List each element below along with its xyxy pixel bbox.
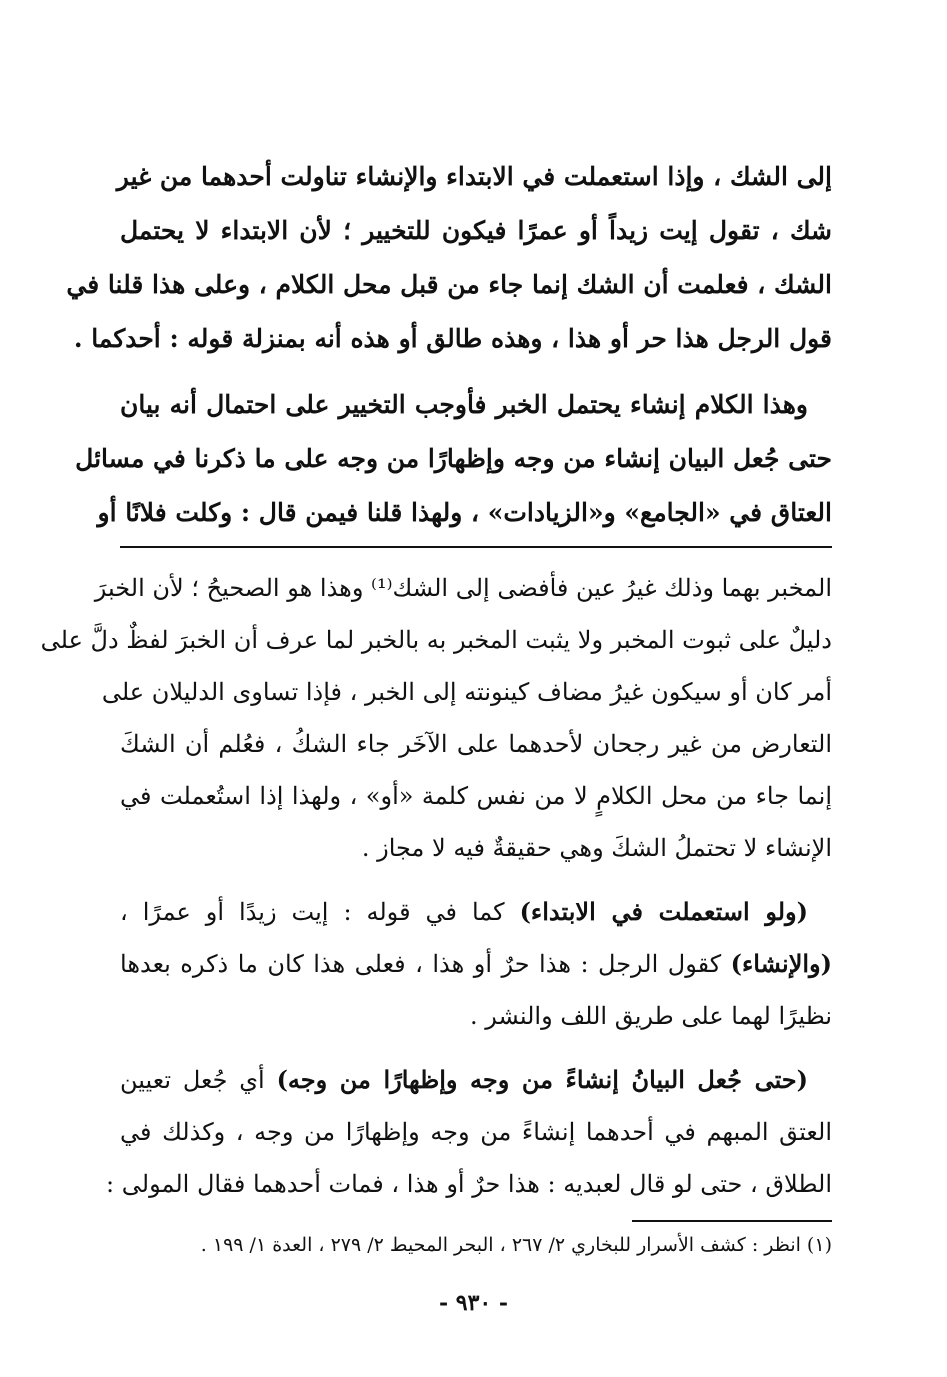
commentary-line: إنما جاء من محل الكلامٍ لا من نفس كلمة «أو» ، ولهذا إذا استُعملت في [120,782,832,810]
commentary-line: المخبر بهما وذلك غيرُ عين فأفضى إلى الشك⁽¹⁾ وهذا هو الصحيحُ ؛ لأن الخبرَ [94,574,832,602]
commentary-line [120,938,832,990]
main-text-line: إلى الشك ، وإذا استعملت في الابتداء والإنشاء تناولت أحدهما من غير [116,162,832,191]
commentary-line: الإنشاء لا تحتملُ الشكَ وهي حقيقةٌ فيه لا مجاز . [361,834,832,862]
commentary-text: أي جُعل تعيين [120,1066,277,1094]
commentary-line: الطلاق ، حتى لو قال لعبديه : هذا حرٌ أو هذا ، فمات أحدهما فقال المولى : [106,1170,832,1198]
quoted-matn: (ولو استعملت في الابتداء) [519,897,808,926]
commentary-text: كقول الرجل : هذا حرٌ أو هذا ، فعلى هذا كان ما ذكره بعدها [120,950,731,978]
commentary-line [120,886,832,938]
commentary-line: دليلٌ على ثبوت المخبر ولا يثبت المخبر به بالخبر لما عرف أن الخبرَ لفظٌ دلَّ على [40,626,832,654]
section-divider [120,546,832,548]
commentary-line: نظيرًا لهما على طريق اللف والنشر . [469,1002,832,1030]
main-text-line: شك ، تقول إيت زيداً أو عمرًا فيكون للتخيير ؛ لأن الابتداء لا يحتمل [120,216,832,245]
commentary-line: أمر كان أو سيكون غيرُ مضاف كينونته إلى الخبر ، فإذا تساوى الدليلان على [101,678,832,706]
main-text-line: الشك ، فعلمت أن الشك إنما جاء من قبل محل الكلام ، وعلى هذا قلنا في [66,270,832,299]
footnote: (١) انظر : كشف الأسرار للبخاري ٢/ ٢٦٧ ، البحر المحيط ٢/ ٢٧٩ ، العدة ١/ ١٩٩ . [200,1234,832,1256]
commentary-paragraph-3 [106,1054,832,1210]
main-text-paragraph-1 [66,150,832,366]
quoted-matn: (والإنشاء) [730,949,832,978]
main-text-line: قول الرجل هذا حر أو هذا ، وهذه طالق أو هذه أنه بمنزلة قوله : أحدكما . [73,324,832,353]
main-text-line: حتى جُعل البيان إنشاء من وجه وإظهارًا من وجه على ما ذكرنا في مسائل [75,444,832,473]
page-number: - ٩٣٠ - [438,1290,509,1316]
footnote-divider [632,1220,832,1222]
commentary-text: كما في قوله : إيت زيدًا أو عمرًا ، [120,898,520,926]
main-text-line: العتاق في «الجامع» و«الزيادات» ، ولهذا قلنا فيمن قال : وكلت فلانًا أو [97,498,832,527]
commentary-line: العتق المبهم في أحدهما إنشاءً من وجه وإظهارًا من وجه ، وكذلك في [120,1118,832,1146]
main-text-paragraph-2 [75,378,832,540]
commentary-line [120,1054,832,1106]
commentary-paragraph-2 [120,886,832,1042]
commentary-paragraph-1 [40,562,832,874]
quoted-matn: (حتى جُعل البيانُ إنشاءً من وجه وإظهارًا من وجه) [276,1065,808,1094]
commentary-line: التعارض من غير رجحان لأحدهما على الآخَر جاء الشكُ ، فعُلم أن الشكَ [120,730,832,758]
page-content [40,150,832,1260]
main-text-line: وهذا الكلام إنشاء يحتمل الخبر فأوجب التخيير على احتمال أنه بيان [120,390,808,419]
